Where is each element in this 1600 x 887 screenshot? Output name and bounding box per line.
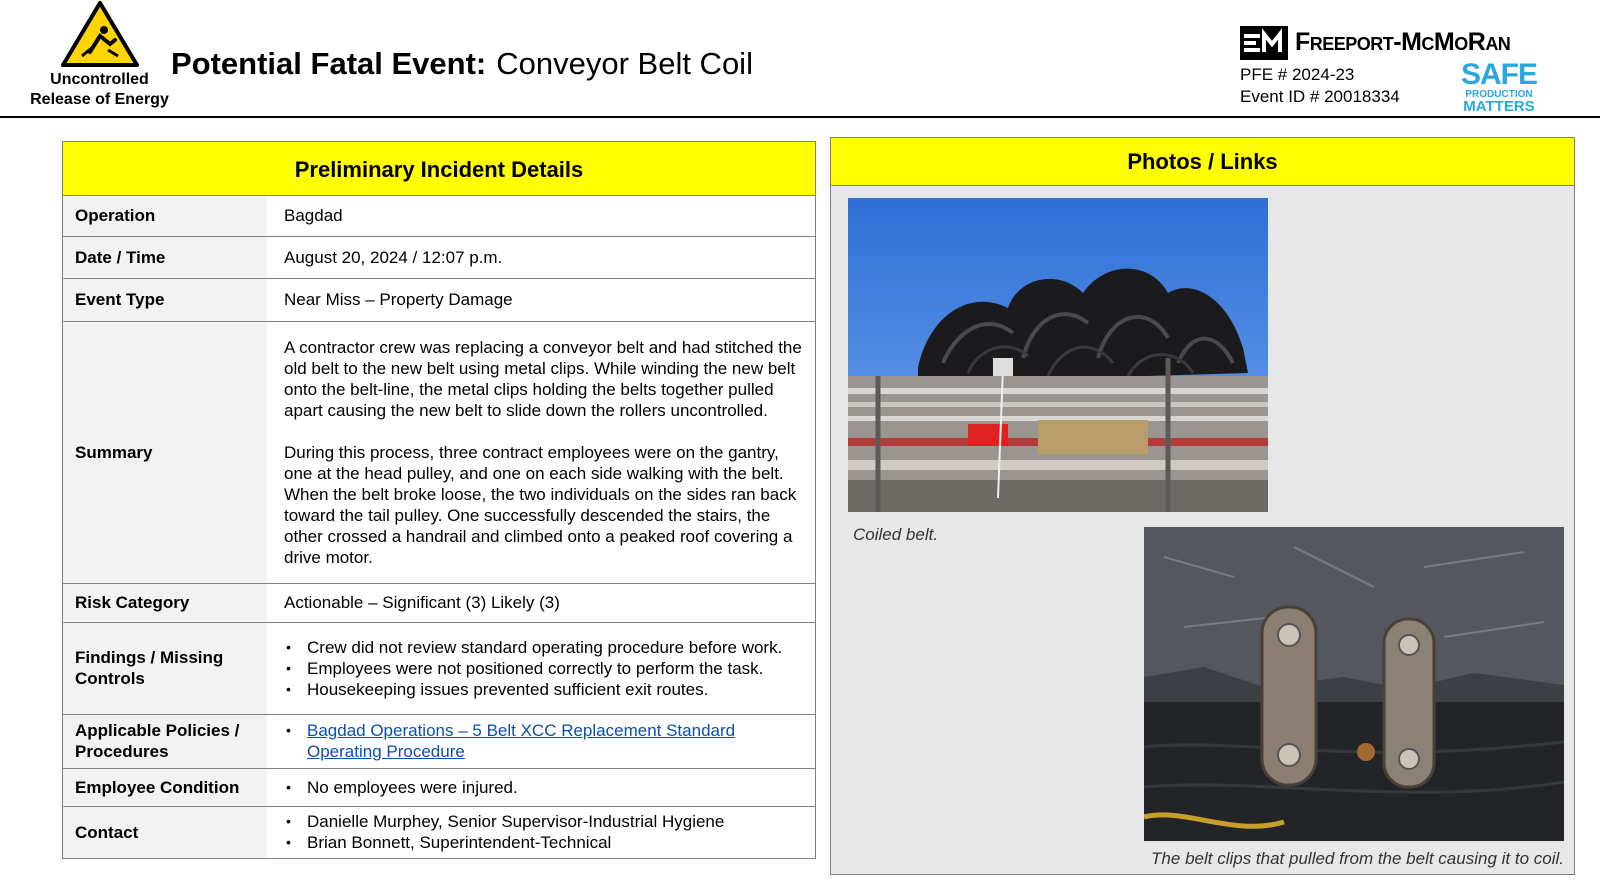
list-item: • Brian Bonnett, Superintendent-Technical	[284, 832, 805, 853]
title-event: Conveyor Belt Coil	[496, 46, 753, 81]
summary-paragraph-1: A contractor crew was replacing a conveyor belt and had stitched the old belt to the new belt using metal clips. While winding the new belt onto the belt-line, the metal clips holding the belts together pulled apart causing the new belt to slide down the rollers uncontrolled.	[284, 337, 802, 420]
table-row	[63, 196, 815, 236]
list-item: • Housekeeping issues prevented sufficient exit routes.	[284, 679, 805, 700]
photos-panel	[830, 137, 1575, 875]
summary-paragraph-2: During this process, three contract employees were on the gantry, one at the head pulley, and one on each side walking with the belt. When the belt broke loose, the two individuals on the sides ran back toward the tail pulley. One successfully descended the stairs, the other crossed a handrail and climbed onto a peaked roof covering a drive motor.	[284, 442, 797, 567]
findings-list	[284, 637, 805, 700]
brand-block	[1240, 22, 1550, 115]
table-row	[63, 806, 815, 858]
table-row	[63, 278, 815, 321]
hazard-block	[22, 0, 177, 110]
policies-list	[284, 720, 805, 762]
photo-caption-1: Coiled belt.	[853, 525, 939, 544]
title-prefix: Potential Fatal Event:	[171, 46, 487, 81]
belt-clips-photo	[1144, 527, 1564, 841]
company-logo-icon	[1240, 26, 1288, 60]
list-item: • Crew did not review standard operating procedure before work.	[284, 637, 805, 658]
list-item: • Employees were not positioned correctly to perform the task.	[284, 658, 805, 679]
table-row	[63, 622, 815, 714]
policies-value	[267, 714, 815, 768]
details-heading: Preliminary Incident Details	[63, 142, 815, 196]
list-item: • Danielle Murphey, Senior Supervisor-Industrial Hygiene	[284, 811, 805, 832]
risk-label: Risk Category	[63, 583, 267, 622]
company-name: Freeport-McMoRan	[1295, 28, 1511, 56]
operation-label: Operation	[63, 196, 267, 236]
photo-caption-2: The belt clips that pulled from the belt causing it to coil.	[1151, 849, 1564, 868]
table-row	[63, 768, 815, 806]
contact-value	[267, 806, 815, 858]
details-table	[63, 196, 815, 858]
risk-value: Actionable – Significant (3) Likely (3)	[267, 583, 815, 622]
list-item: • No employees were injured.	[284, 777, 805, 798]
findings-label: Findings / Missing Controls	[63, 622, 267, 714]
hazard-label-line2: Release of Energy	[30, 91, 169, 108]
safe-logo-line2: PRODUCTION	[1465, 89, 1533, 100]
employee-condition-list	[284, 777, 805, 798]
hazard-warning-icon	[60, 0, 140, 68]
datetime-label: Date / Time	[63, 236, 267, 278]
safe-production-logo	[1458, 60, 1540, 114]
procedure-link[interactable]: Bagdad Operations – 5 Belt XCC Replacement Standard Operating Procedure	[307, 721, 736, 761]
header-divider	[0, 116, 1600, 118]
page-title	[171, 46, 753, 82]
table-row	[63, 236, 815, 278]
coiled-belt-photo	[848, 198, 1268, 512]
photos-heading: Photos / Links	[831, 138, 1574, 186]
incident-details-panel	[62, 141, 816, 859]
event-type-value: Near Miss – Property Damage	[267, 278, 815, 321]
summary-label: Summary	[63, 321, 267, 583]
event-type-label: Event Type	[63, 278, 267, 321]
employee-condition-value	[267, 768, 815, 806]
hazard-label-line1: Uncontrolled	[50, 71, 149, 88]
table-row	[63, 583, 815, 622]
pfe-number: PFE # 2024-23	[1240, 65, 1355, 84]
contact-list	[284, 811, 805, 853]
list-item	[284, 720, 805, 762]
datetime-value: August 20, 2024 / 12:07 p.m.	[267, 236, 815, 278]
safe-logo-line3: MATTERS	[1463, 98, 1535, 115]
contact-label: Contact	[63, 806, 267, 858]
findings-value	[267, 622, 815, 714]
employee-condition-label: Employee Condition	[63, 768, 267, 806]
event-id: Event ID # 20018334	[1240, 87, 1400, 106]
policies-label: Applicable Policies / Procedures	[63, 714, 267, 768]
safe-logo-line1: SAFE	[1460, 58, 1537, 91]
operation-value: Bagdad	[267, 196, 815, 236]
summary-value	[267, 321, 815, 583]
table-row	[63, 321, 815, 583]
table-row	[63, 714, 815, 768]
